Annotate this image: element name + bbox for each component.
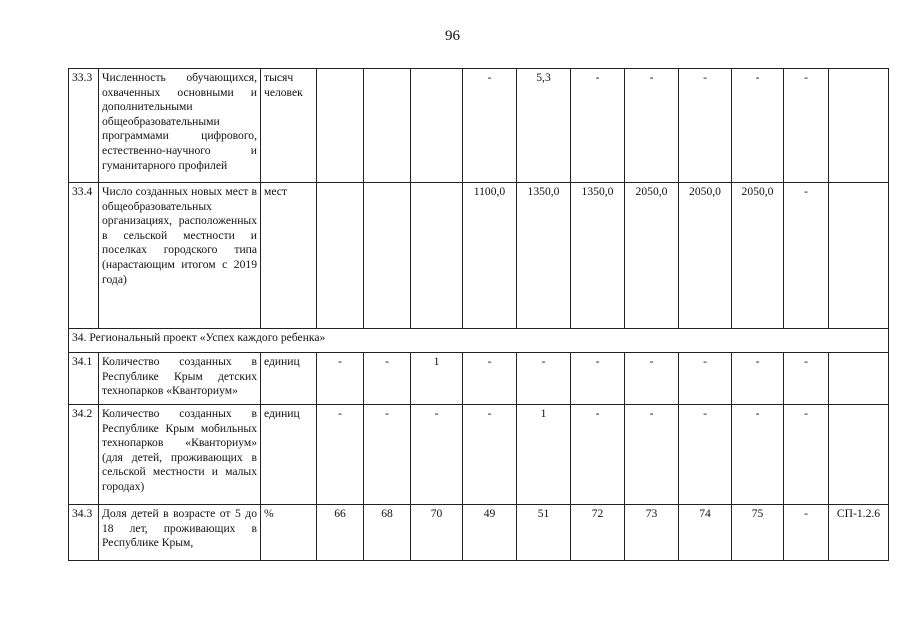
value-cell: -: [732, 405, 784, 505]
page-number: 96: [445, 28, 460, 44]
value-cell: -: [317, 405, 364, 505]
value-cell: -: [317, 353, 364, 405]
value-cell: -: [463, 405, 517, 505]
value-cell: -: [679, 353, 732, 405]
section-title: 34. Региональный проект «Успех каждого ребенка»: [69, 329, 889, 353]
row-number: 33.3: [69, 69, 99, 183]
value-cell: 75: [732, 505, 784, 561]
value-cell: 1: [517, 405, 571, 505]
table-row: [69, 405, 889, 505]
value-cell: 2050,0: [732, 183, 784, 329]
reference-cell: СП-1.2.6: [829, 505, 889, 561]
value-cell: [411, 183, 463, 329]
value-cell: -: [463, 69, 517, 183]
value-cell: -: [571, 353, 625, 405]
value-cell: 74: [679, 505, 732, 561]
value-cell: -: [517, 353, 571, 405]
value-cell: [364, 183, 411, 329]
value-cell: -: [625, 69, 679, 183]
indicator-name: Количество созданных в Республике Крым мобильных технопарков «Кванториум» (для детей, проживающих в сельской местности и малых городах): [99, 405, 261, 505]
value-cell: 66: [317, 505, 364, 561]
value-cell: -: [732, 69, 784, 183]
value-cell: [411, 69, 463, 183]
indicators-table: [68, 68, 889, 561]
value-cell: -: [679, 405, 732, 505]
row-number: 33.4: [69, 183, 99, 329]
value-cell: 49: [463, 505, 517, 561]
table-row: [69, 353, 889, 405]
value-cell: -: [784, 69, 829, 183]
value-cell: -: [364, 405, 411, 505]
unit-cell: единиц: [261, 405, 317, 505]
row-number: 34.2: [69, 405, 99, 505]
value-cell: -: [679, 69, 732, 183]
table-row: [69, 69, 889, 183]
value-cell: [364, 69, 411, 183]
indicator-name: Численность обучающихся, охваченных основными и дополнительными общеобразовательными программами цифрового, естественно-научного и гуманитарного профилей: [99, 69, 261, 183]
value-cell: 1350,0: [571, 183, 625, 329]
reference-cell: [829, 353, 889, 405]
value-cell: 5,3: [517, 69, 571, 183]
section-row: [69, 329, 889, 353]
value-cell: -: [784, 405, 829, 505]
value-cell: -: [784, 183, 829, 329]
value-cell: -: [784, 505, 829, 561]
unit-cell: тысяч человек: [261, 69, 317, 183]
reference-cell: [829, 69, 889, 183]
indicator-name: Доля детей в возрасте от 5 до 18 лет, проживающих в Республике Крым,: [99, 505, 261, 561]
value-cell: -: [732, 353, 784, 405]
unit-cell: %: [261, 505, 317, 561]
value-cell: 68: [364, 505, 411, 561]
indicator-name: Число созданных новых мест в общеобразовательных организациях, расположенных в сельской местности и поселках городского типа (нарастающим итогом с 2019 года): [99, 183, 261, 329]
row-number: 34.1: [69, 353, 99, 405]
value-cell: 51: [517, 505, 571, 561]
value-cell: 1350,0: [517, 183, 571, 329]
value-cell: -: [571, 405, 625, 505]
row-number: 34.3: [69, 505, 99, 561]
value-cell: 1: [411, 353, 463, 405]
value-cell: -: [784, 353, 829, 405]
value-cell: 70: [411, 505, 463, 561]
value-cell: -: [571, 69, 625, 183]
unit-cell: единиц: [261, 353, 317, 405]
unit-cell: мест: [261, 183, 317, 329]
value-cell: 73: [625, 505, 679, 561]
value-cell: 72: [571, 505, 625, 561]
value-cell: -: [625, 353, 679, 405]
indicator-name: Количество созданных в Республике Крым детских технопарков «Кванториум»: [99, 353, 261, 405]
value-cell: -: [463, 353, 517, 405]
value-cell: -: [625, 405, 679, 505]
value-cell: -: [364, 353, 411, 405]
value-cell: [317, 69, 364, 183]
reference-cell: [829, 405, 889, 505]
table-row: [69, 183, 889, 329]
table-row: [69, 505, 889, 561]
value-cell: 2050,0: [679, 183, 732, 329]
value-cell: -: [411, 405, 463, 505]
value-cell: 1100,0: [463, 183, 517, 329]
value-cell: [317, 183, 364, 329]
reference-cell: [829, 183, 889, 329]
value-cell: 2050,0: [625, 183, 679, 329]
